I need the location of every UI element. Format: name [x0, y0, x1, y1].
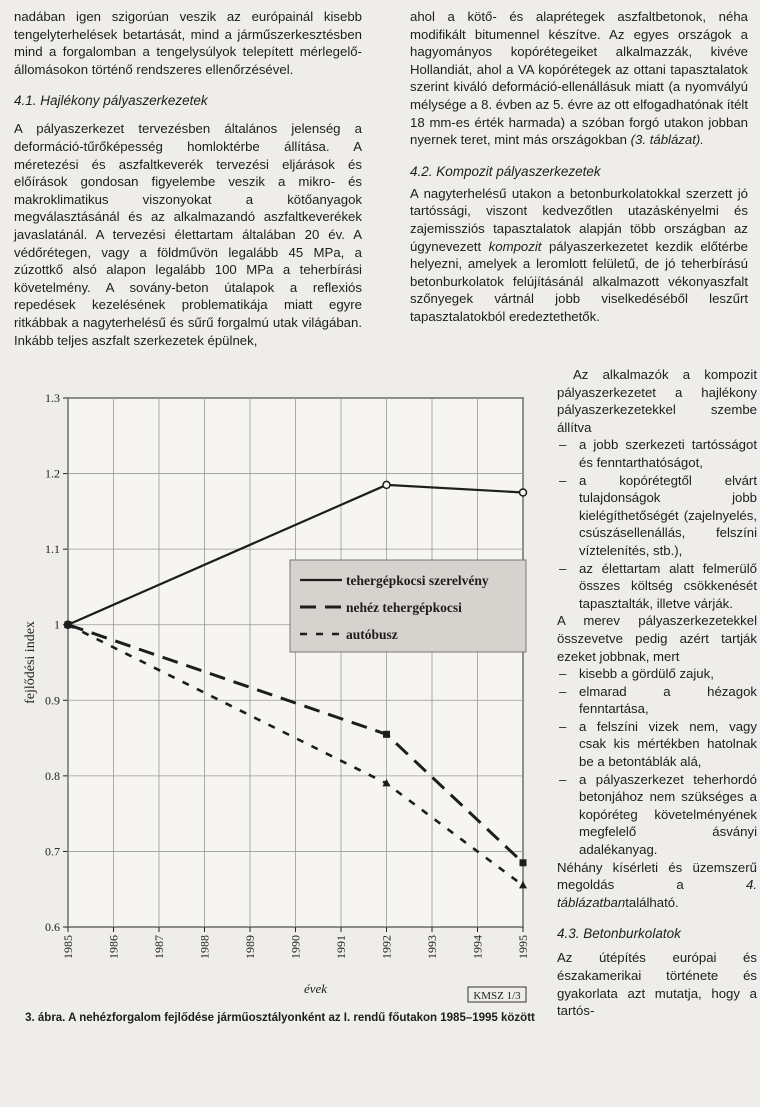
legend-label: tehergépkocsi szerelvény — [346, 573, 489, 588]
y-tick-label: 0.6 — [45, 920, 60, 934]
x-tick-label: 1989 — [243, 935, 257, 959]
comparison-item: – elmarad a hézagok fenntartása, — [557, 683, 757, 718]
y-tick-label: 1.3 — [45, 391, 60, 405]
section-4-1-paragraph: A pályaszerkezet tervezésben általános jelenség a deformáció-tűrőképesség homloktérbe állítása. A méretezési és aszfaltkeverék tervezési eljárások és előírások gondosan figyelembe veszik a mikro- és makroklimatikus viszonyokat a kötőanyagok megválasztásánál és az alkalmazandó aszfaltkeverékek javaslatánál. A tervezési élettartam általában 20 év. A védőrétegen, vagy a földművön legalább 45 MPa, a zúzottkő alsó alapon legalább 100 MPa a teherbírási követelmény. A sovány-beton útalapok a reflexiós repedések kezelésének problematikája miatt egyre ritkábbak a nagyterhelésű és sűrű forgalmú utak világában. Inkább teljes aszfalt szerkezetek épülnek, — [14, 121, 362, 348]
x-tick-label: 1991 — [334, 935, 348, 959]
comparison-item: – kisebb a gördülő zajuk, — [557, 665, 757, 683]
x-tick-label: 1994 — [470, 935, 485, 959]
legend-label: autóbusz — [346, 627, 398, 642]
data-point — [520, 489, 527, 496]
x-tick-label: 1985 — [61, 935, 75, 959]
section-heading-4-2: 4.2. Kompozit pályaszerkezetek — [410, 163, 601, 179]
advantage-item: – a jobb szerkezeti tartósságot és fenntarthatóságot, — [557, 436, 757, 471]
traffic-index-chart — [8, 384, 548, 1002]
x-axis-label: évek — [303, 981, 328, 996]
narrow-mid: A merev pályaszerkezetekkel összevetve pedig azért tartják ezeket jobbnak, mert — [557, 613, 757, 664]
x-tick-label: 1987 — [152, 935, 166, 959]
x-tick-label: 1988 — [197, 935, 212, 959]
legend-label: nehéz tehergépkocsi — [346, 600, 462, 615]
y-tick-label: 1.2 — [45, 466, 60, 481]
section-4-3-paragraph: Az útépítés európai és északamerikai története és gyakorlata azt mutatja, hogy a tartós- — [557, 950, 757, 1019]
section-4-2-paragraph: A nagyterhelésű utakon a betonburkolatokkal szerzett jó tartóssági, viszont kedvezőtlen utazáskényelmi és zajemissziós tapasztalatok alapján több országban az úgynevezett kompozit pályaszerkezetet kezdik előtérbe helyezni, amelyek a leromlott felületű, de jó teherbírású betonburkolatok felújításánál alkalmazott vékonyaszfalt szőnyegek vártnál jobb viselkedéséből leszűrt tapasztalatokból eredeztethetők. — [410, 185, 749, 324]
data-point — [520, 859, 527, 866]
continuation-paragraph: ahol a kötő- és alaprétegek aszfaltbetonok, néha modifikált bitumennel készítve. Az egyes országok a hagyományos kopórétegeiket alkalmazzák, kivéve Hollandiát, ahol a VA kopórétegek az ottani tapasztalatok szerint kiváló deformáció-ellenállásuk miatt (a nyomvályú mélysége a 8. évben az 5. évre az ott elfogadhatónak ítélt 18 mm-es érték harmada) a szóban forgó utakon jobban nyernek teret, mint más országokban (3. táblázat). — [410, 9, 748, 148]
x-tick-label: 1993 — [425, 935, 439, 959]
comparison-item: – a felszíni vizek nem, vagy csak kis mértékben hatolnak be a betontáblák alá, — [557, 718, 757, 771]
narrow-end: Néhány kísérleti és üzemszerű megoldás a 4. táblázatbantalálható. — [557, 859, 757, 910]
advantage-item: – az élettartam alatt felmerülő összes költség csökkenését tapasztalták, illetve várják. — [557, 560, 757, 613]
stamp-label: KMSZ 1/3 — [473, 990, 521, 1002]
y-tick-label: 1.1 — [45, 542, 60, 557]
comparison-item: – a pályaszerkezet teherhordó betonjához nem szükséges a kopóréteg követelményének megfelelő ásványi adalékanyag. — [557, 771, 757, 859]
table-reference: (3. táblázat). — [630, 132, 704, 148]
data-point — [383, 731, 390, 738]
left-column — [14, 8, 362, 349]
comparison-list — [557, 665, 757, 859]
y-tick-label: 1 — [54, 617, 60, 632]
narrow-intro: Az alkalmazók a kompozit pályaszerkezetet a hajlékony pályaszerkezetekkel szembe állítva — [557, 367, 757, 435]
y-tick-label: 0.7 — [45, 844, 60, 859]
advantages-list — [557, 436, 757, 612]
narrow-column — [557, 366, 757, 1020]
y-tick-label: 0.9 — [45, 693, 60, 708]
right-column — [410, 8, 748, 326]
y-axis-label: fejlődési index — [23, 621, 38, 704]
advantage-item: – a kopórétegtől elvárt tulajdonságok jobb kielégíthetőségét (zajelnyelés, csúszásellenállás, felszíni víztelenítés, stb.), — [557, 472, 757, 560]
x-tick-label: 1992 — [379, 935, 394, 959]
section-heading-4-3: 4.3. Betonburkolatok — [557, 926, 681, 942]
figure-caption: 3. ábra. A nehézforgalom fejlődése járműosztályonként az I. rendű főutakon 1985–1995 között — [25, 1012, 535, 1024]
x-tick-label: 1990 — [288, 935, 303, 959]
intro-paragraph: nadában igen szigorúan veszik az európainál kisebb tengelyterhelések betartását, mind a járműszerkesztésben mind a forgalomban a tengelysúlyok telepített mérlegelő-állomásokon történő rendszeres ellenőrzésével. — [14, 9, 362, 77]
section-heading-4-1: 4.1. Hajlékony pályaszerkezetek — [14, 93, 208, 109]
x-tick-label: 1986 — [106, 935, 121, 959]
data-point — [383, 481, 390, 488]
x-tick-label: 1995 — [516, 935, 530, 959]
chart-legend — [290, 560, 526, 652]
y-tick-label: 0.8 — [45, 768, 60, 783]
